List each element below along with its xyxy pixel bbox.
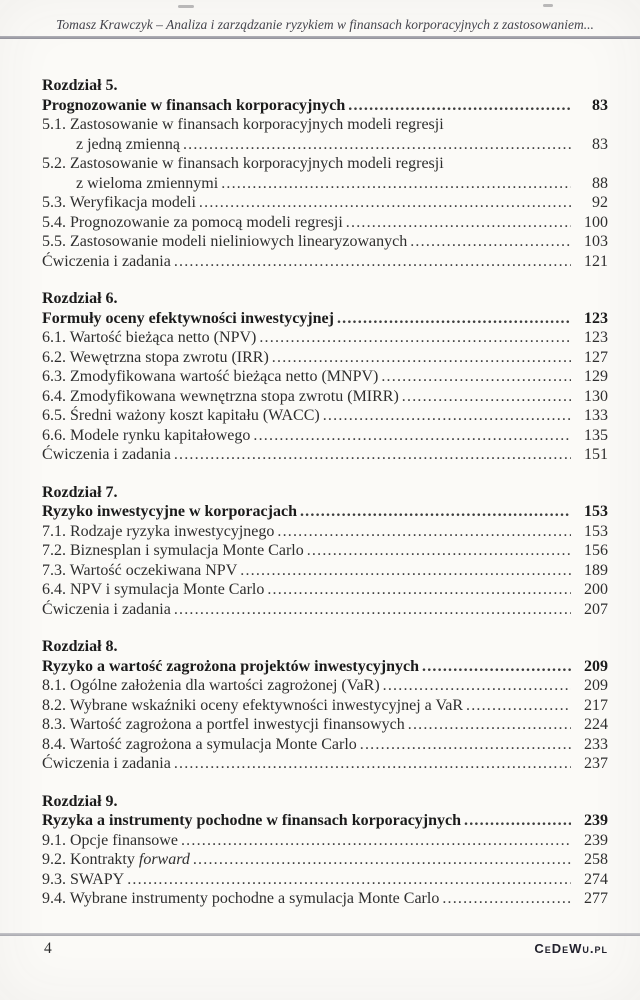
toc-entry-title	[42, 522, 274, 542]
header-rule	[0, 36, 640, 39]
page-ref: 92	[592, 194, 608, 211]
chapter-label	[42, 792, 608, 812]
dot-leader	[307, 541, 571, 561]
toc-entry-text: Ryzyka a instrumenty pochodne w finansach korporacyjnych	[42, 812, 462, 829]
page-ref: 153	[584, 503, 608, 520]
toc-entry-text: 7.3. Wartość oczekiwana NPV	[42, 561, 238, 579]
toc-entry	[42, 831, 608, 851]
toc-entry-text: Formuły oceny efektywności inwestycyjnej	[42, 309, 334, 327]
toc-entry-title	[42, 657, 419, 677]
toc-entry-text: Ćwiczenia i zadania	[42, 600, 171, 618]
page-ref: 88	[592, 174, 608, 192]
dot-leader	[174, 252, 571, 272]
page-ref: 129	[584, 368, 608, 385]
dot-leader	[381, 367, 571, 387]
toc-entry-text: z jedną zmienną	[76, 135, 180, 153]
toc-entry-text: 8.4. Wartość zagrożona a symulacja Monte Carlo	[42, 735, 357, 753]
toc-entry	[42, 541, 608, 561]
toc-entry	[42, 348, 608, 368]
page-ref: 123	[584, 309, 608, 327]
page-ref: 274	[584, 870, 608, 888]
toc-entry	[42, 502, 608, 522]
dot-leader	[337, 309, 571, 329]
toc-entry	[42, 889, 608, 909]
toc-entry-title	[42, 541, 304, 561]
toc-entry-title	[42, 213, 343, 233]
toc-entry-text: 6.3. Zmodyfikowana wartość bieżąca netto (MNPV)	[42, 368, 379, 385]
toc-entry-title	[42, 811, 461, 831]
dot-leader	[174, 754, 571, 774]
toc-entry-text: 9.3. SWAPY	[42, 870, 125, 888]
page-ref: 209	[584, 677, 608, 694]
dot-leader	[183, 135, 571, 155]
toc-entry-text: Ryzyko a wartość zagrożona projektów inwestycyjnych	[42, 657, 420, 675]
toc-entry-title	[42, 406, 320, 426]
toc-entry	[42, 850, 608, 870]
page-ref: 217	[584, 696, 608, 714]
toc-entry-italic-term: forward	[138, 851, 190, 868]
dot-leader	[442, 889, 571, 909]
toc-entry-title	[42, 831, 178, 851]
page-ref: 258	[584, 851, 608, 868]
toc-entry-text: 9.4. Wybrane instrumenty pochodne a symulacja Monte Carlo	[42, 890, 440, 907]
toc-entry-title	[42, 889, 439, 909]
page-ref: 239	[584, 812, 608, 829]
chapter-label-text: Rozdział 9.	[42, 792, 118, 810]
toc-entry-text: 8.2. Wybrane wskaźniki oceny efektywności inwestycyjnej a VaR	[42, 696, 463, 714]
toc-entry-title	[42, 115, 444, 135]
toc-entry-title	[76, 174, 218, 194]
toc-chapter	[42, 637, 608, 774]
page-number: 4	[44, 940, 52, 957]
toc-entry	[42, 193, 608, 213]
toc-entry-title	[42, 426, 250, 446]
toc-entry-text: 6.5. Średni ważony koszt kapitału (WACC)	[42, 407, 320, 424]
page-ref: 133	[584, 407, 608, 424]
toc-entry	[42, 309, 608, 329]
dot-leader	[402, 387, 571, 407]
page-ref: 239	[584, 831, 608, 849]
toc-entry-title	[42, 232, 407, 252]
toc-entry-text: Ryzyko inwestycyjne w korporacjach	[42, 503, 297, 520]
chapter-label-text: Rozdział 8.	[42, 638, 118, 655]
toc-entry-title	[42, 561, 237, 581]
toc-entry	[42, 811, 608, 831]
toc-entry	[42, 580, 608, 600]
page-ref: 127	[584, 348, 608, 366]
toc-entry-title	[42, 348, 269, 368]
page-ref: 156	[584, 542, 608, 559]
toc-entry	[42, 406, 608, 426]
toc-entry	[42, 213, 608, 233]
chapter-label-text: Rozdział 7.	[42, 483, 118, 501]
toc-entry-wrap-line	[42, 154, 608, 174]
toc-entry-title	[42, 367, 378, 387]
dot-leader	[323, 406, 571, 426]
dot-leader	[253, 426, 571, 446]
toc-entry	[42, 426, 608, 446]
toc-entry-title	[42, 696, 463, 716]
toc-chapter	[42, 76, 608, 271]
toc-entry	[42, 522, 608, 542]
toc-entry-text: Ćwiczenia i zadania	[42, 252, 171, 270]
dot-leader	[221, 174, 571, 194]
toc-entry-title	[42, 850, 190, 870]
toc-entry	[42, 600, 608, 620]
dot-leader	[199, 193, 571, 213]
toc-chapter	[42, 483, 608, 620]
toc-entry	[42, 445, 608, 465]
page-ref: 121	[584, 252, 608, 270]
toc-entry	[42, 870, 608, 890]
toc-chapter	[42, 792, 608, 909]
page-ref: 209	[584, 657, 608, 675]
toc-entry-title	[42, 445, 171, 465]
toc-entry-title	[42, 252, 171, 272]
page-ref: 123	[584, 329, 608, 346]
dot-leader	[300, 502, 571, 522]
toc-entry	[42, 696, 608, 716]
toc-entry-title	[42, 715, 405, 735]
toc-entry-title	[76, 135, 180, 155]
publisher-logo: CeDeWu.pl	[534, 941, 608, 956]
page-ref: 83	[592, 96, 608, 114]
toc-entry	[42, 367, 608, 387]
page-footer	[44, 940, 608, 958]
toc-entry-title	[42, 328, 256, 348]
toc-entry-text: 5.3. Weryfikacja modeli	[42, 194, 196, 211]
toc-entry-text: 6.1. Wartość bieżąca netto (NPV)	[42, 329, 257, 346]
toc-entry	[42, 328, 608, 348]
page-ref: 277	[584, 890, 608, 907]
toc-entry	[42, 676, 608, 696]
toc-entry-text: Ćwiczenia i zadania	[42, 446, 171, 463]
footer-rule	[0, 933, 640, 936]
chapter-label	[42, 483, 608, 503]
dot-leader	[259, 328, 571, 348]
toc-entry-text: 6.6. Modele rynku kapitałowego	[42, 426, 251, 444]
chapter-label-text: Rozdział 5.	[42, 77, 118, 94]
dot-leader	[383, 676, 571, 696]
toc-entry	[42, 135, 608, 155]
page-ref: 224	[584, 716, 608, 733]
toc-entry	[42, 715, 608, 735]
table-of-contents	[42, 76, 608, 909]
page-ref: 189	[584, 561, 608, 579]
toc-entry-title	[42, 676, 380, 696]
toc-entry-title	[42, 600, 171, 620]
toc-entry	[42, 232, 608, 252]
dot-leader	[348, 96, 571, 116]
dot-leader	[267, 580, 571, 600]
toc-entry-text: z wieloma zmiennymi	[76, 174, 219, 192]
dot-leader	[277, 522, 571, 542]
scan-artifact	[543, 4, 553, 7]
toc-entry-title	[42, 193, 196, 213]
toc-entry-text: 9.1. Opcje finansowe	[42, 831, 178, 849]
toc-entry-title	[42, 96, 345, 116]
dot-leader	[181, 831, 571, 851]
toc-entry-text: 5.1. Zastosowanie w finansach korporacyjnych modeli regresji	[42, 116, 444, 133]
toc-entry-text: 9.2. Kontrakty	[42, 851, 139, 868]
toc-chapter	[42, 289, 608, 465]
toc-entry-text: 6.4. Zmodyfikowana wewnętrzna stopa zwrotu (MIRR)	[42, 387, 399, 405]
page-ref: 151	[584, 446, 608, 463]
toc-entry	[42, 754, 608, 774]
page-ref: 200	[584, 581, 608, 598]
dot-leader	[346, 213, 571, 233]
toc-entry-text: 8.1. Ogólne założenia dla wartości zagrożonej (VaR)	[42, 677, 380, 694]
toc-entry-title	[42, 502, 297, 522]
chapter-label	[42, 637, 608, 657]
dot-leader	[240, 561, 571, 581]
page-ref: 233	[584, 735, 608, 753]
toc-entry	[42, 252, 608, 272]
dot-leader	[410, 232, 571, 252]
running-header: Tomasz Krawczyk – Analiza i zarządzanie ryzykiem w finansach korporacyjnych z zastosowaniem...	[56, 17, 594, 32]
toc-entry-text: Ćwiczenia i zadania	[42, 755, 171, 772]
toc-entry-title	[42, 580, 264, 600]
toc-entry	[42, 657, 608, 677]
toc-entry-title	[42, 754, 171, 774]
toc-entry-text: Prognozowanie w finansach korporacyjnych	[42, 96, 346, 114]
page-ref: 130	[584, 387, 608, 405]
page-ref: 135	[584, 426, 608, 444]
toc-entry-title	[42, 387, 399, 407]
page-ref: 103	[584, 233, 608, 250]
dot-leader	[360, 735, 571, 755]
dot-leader	[174, 445, 571, 465]
page-ref: 207	[584, 600, 608, 618]
toc-entry-wrap-line	[42, 115, 608, 135]
toc-entry	[42, 96, 608, 116]
chapter-label	[42, 289, 608, 309]
dot-leader	[464, 811, 571, 831]
toc-entry-text: 7.2. Biznesplan i symulacja Monte Carlo	[42, 542, 304, 559]
chapter-label-text: Rozdział 6.	[42, 290, 118, 307]
toc-entry-text: 5.5. Zastosowanie modeli nieliniowych linearyzowanych	[42, 233, 408, 250]
toc-entry	[42, 561, 608, 581]
toc-entry-text: 7.1. Rodzaje ryzyka inwestycyjnego	[42, 522, 275, 540]
toc-entry-title	[42, 309, 334, 329]
dot-leader	[466, 696, 571, 716]
toc-entry-title	[42, 870, 124, 890]
dot-leader	[174, 600, 571, 620]
toc-entry-text: 5.2. Zastosowanie w finansach korporacyjnych modeli regresji	[42, 155, 444, 172]
dot-leader	[422, 657, 571, 677]
toc-entry-title	[42, 154, 444, 174]
toc-entry-text: 5.4. Prognozowanie za pomocą modeli regresji	[42, 213, 343, 231]
dot-leader	[408, 715, 571, 735]
page-ref: 100	[584, 213, 608, 231]
toc-entry-title	[42, 735, 357, 755]
toc-entry	[42, 735, 608, 755]
page-ref: 237	[584, 755, 608, 772]
toc-entry	[42, 387, 608, 407]
toc-entry-text: 6.2. Wewętrzna stopa zwrotu (IRR)	[42, 348, 269, 366]
page-ref: 153	[584, 522, 608, 540]
toc-entry-text: 8.3. Wartość zagrożona a portfel inwestycji finansowych	[42, 716, 405, 733]
toc-entry	[42, 174, 608, 194]
dot-leader	[193, 850, 571, 870]
page-ref: 83	[592, 135, 608, 153]
chapter-label	[42, 76, 608, 96]
toc-entry-text: 6.4. NPV i symulacja Monte Carlo	[42, 581, 265, 598]
scan-artifact	[178, 5, 194, 8]
dot-leader	[127, 870, 571, 890]
dot-leader	[272, 348, 571, 368]
